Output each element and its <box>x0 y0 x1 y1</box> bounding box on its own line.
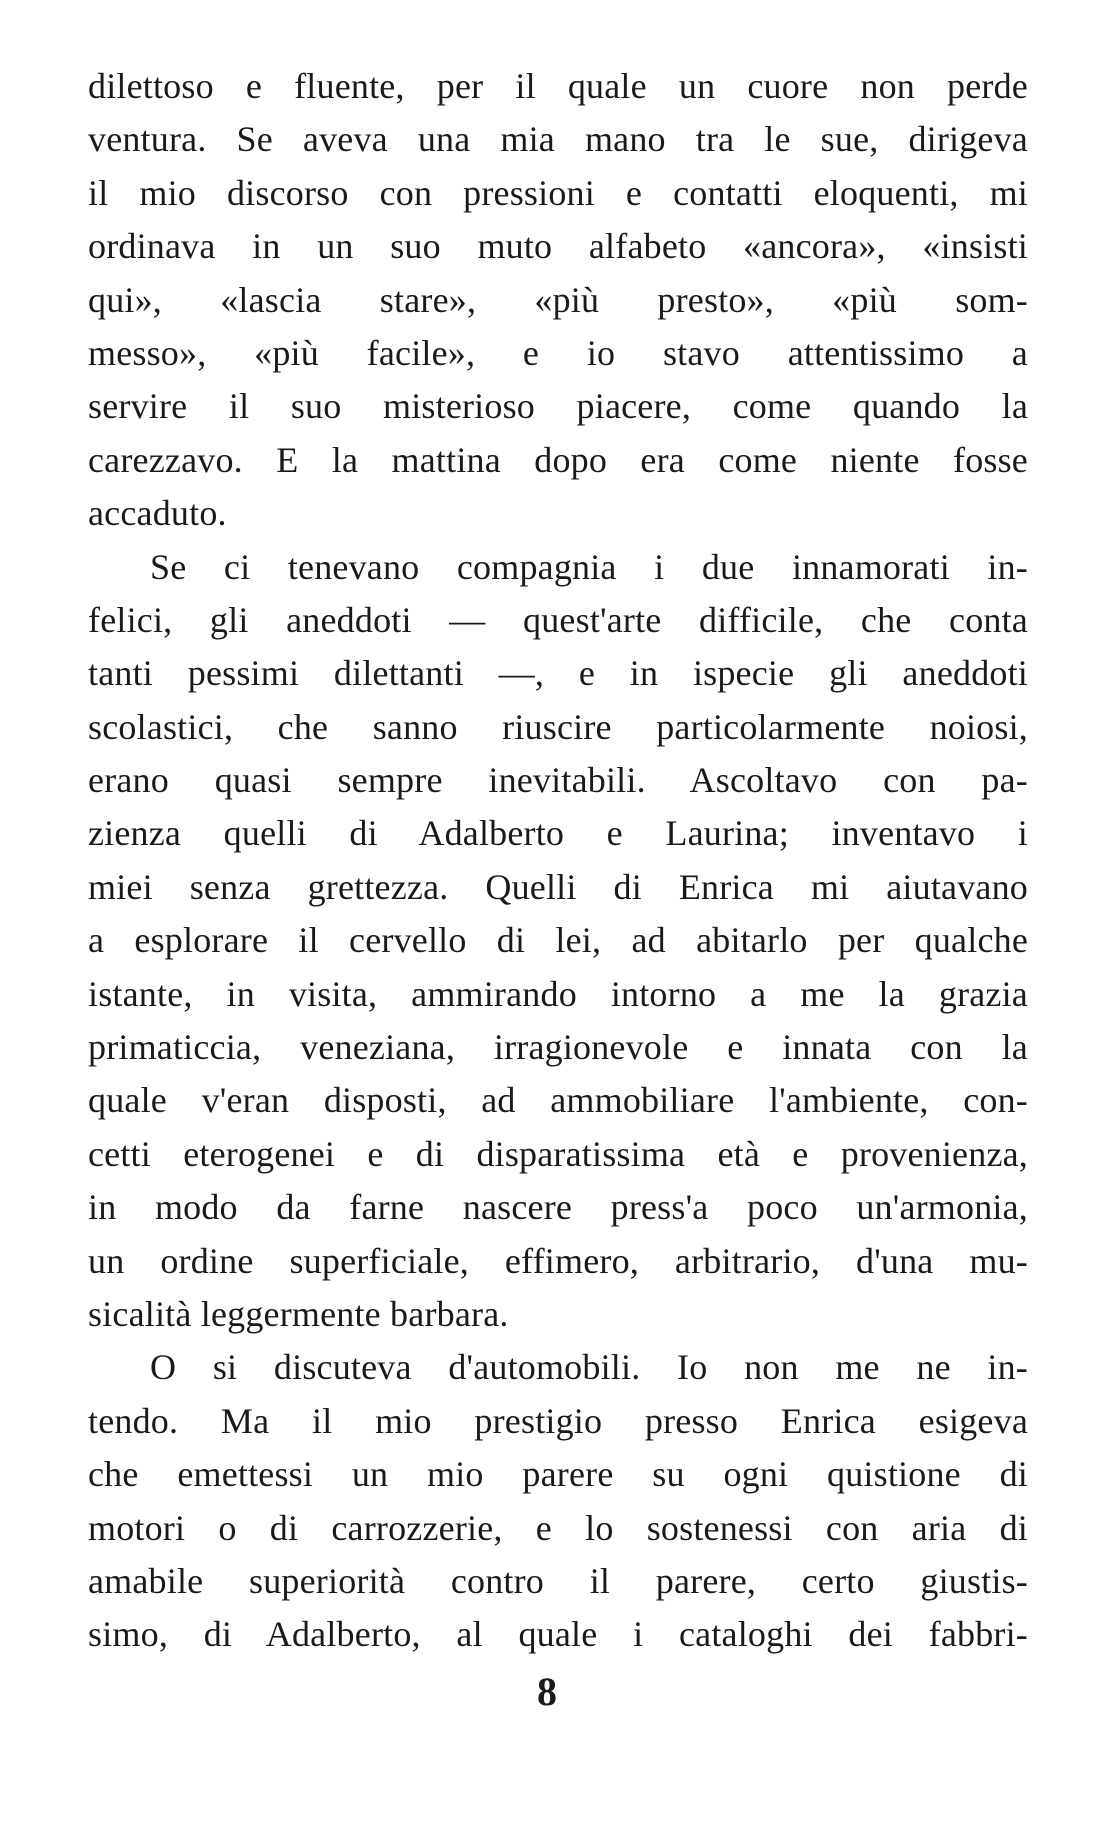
text-line: dilettoso e fluente, per il quale un cuore non perde <box>88 66 1028 106</box>
text-line: O si discuteva d'automobili. Io non me ne in- <box>150 1347 1028 1388</box>
text-line: ordinava in un suo muto alfabeto «ancora», «insisti <box>88 226 1028 267</box>
text-line: qui», «lascia stare», «più presto», «più som- <box>88 279 1028 320</box>
page-number: 8 <box>537 1669 557 1714</box>
text-line: felici, gli aneddoti — quest'arte difficile, che conta <box>88 599 1028 640</box>
text-line: erano quasi sempre inevitabili. Ascoltavo con pa- <box>88 760 1028 801</box>
text-line: accaduto. <box>88 493 227 534</box>
text-line: amabile superiorità contro il parere, certo giustis- <box>88 1560 1028 1601</box>
text-line: simo, di Adalberto, al quale i cataloghi dei fabbri- <box>88 1614 1028 1655</box>
text-line: a esplorare il cervello di lei, ad abitarlo per qualche <box>88 920 1028 961</box>
text-line: primaticcia, veneziana, irragionevole e innata con la <box>88 1027 1028 1068</box>
text-line: tendo. Ma il mio prestigio presso Enrica esigeva <box>88 1400 1028 1441</box>
text-line: istante, in visita, ammirando intorno a me la grazia <box>88 973 1028 1014</box>
text-line: cetti eterogenei e di disparatissima età e provenienza, <box>88 1133 1028 1174</box>
text-line: motori o di carrozzerie, e lo sostenessi con aria di <box>88 1507 1028 1548</box>
text-line: servire il suo misterioso piacere, come quando la <box>88 386 1028 427</box>
text-line: Se ci tenevano compagnia i due innamorati in- <box>150 546 1028 587</box>
text-line: in modo da farne nascere press'a poco un'armonia, <box>88 1187 1028 1228</box>
text-line: carezzavo. E la mattina dopo era come niente fosse <box>88 439 1028 480</box>
text-line: che emettessi un mio parere su ogni quistione di <box>88 1454 1028 1495</box>
text-line: sicalità leggermente barbara. <box>88 1293 509 1334</box>
text-line: un ordine superficiale, effimero, arbitrario, d'una mu- <box>88 1240 1028 1281</box>
text-line: quale v'eran disposti, ad ammobiliare l'ambiente, con- <box>88 1080 1028 1121</box>
text-line: messo», «più facile», e io stavo attentissimo a <box>88 332 1028 373</box>
text-line: tanti pessimi dilettanti —, e in ispecie gli aneddoti <box>88 653 1028 694</box>
text-line: il mio discorso con pressioni e contatti eloquenti, mi <box>88 172 1028 213</box>
text-line: miei senza grettezza. Quelli di Enrica mi aiutavano <box>88 866 1028 907</box>
text-line: scolastici, che sanno riuscire particolarmente noiosi, <box>88 706 1028 747</box>
text-line: ventura. Se aveva una mia mano tra le sue, dirigeva <box>88 119 1028 160</box>
body-text <box>88 60 1028 1662</box>
text-line: zienza quelli di Adalberto e Laurina; inventavo i <box>88 813 1028 854</box>
